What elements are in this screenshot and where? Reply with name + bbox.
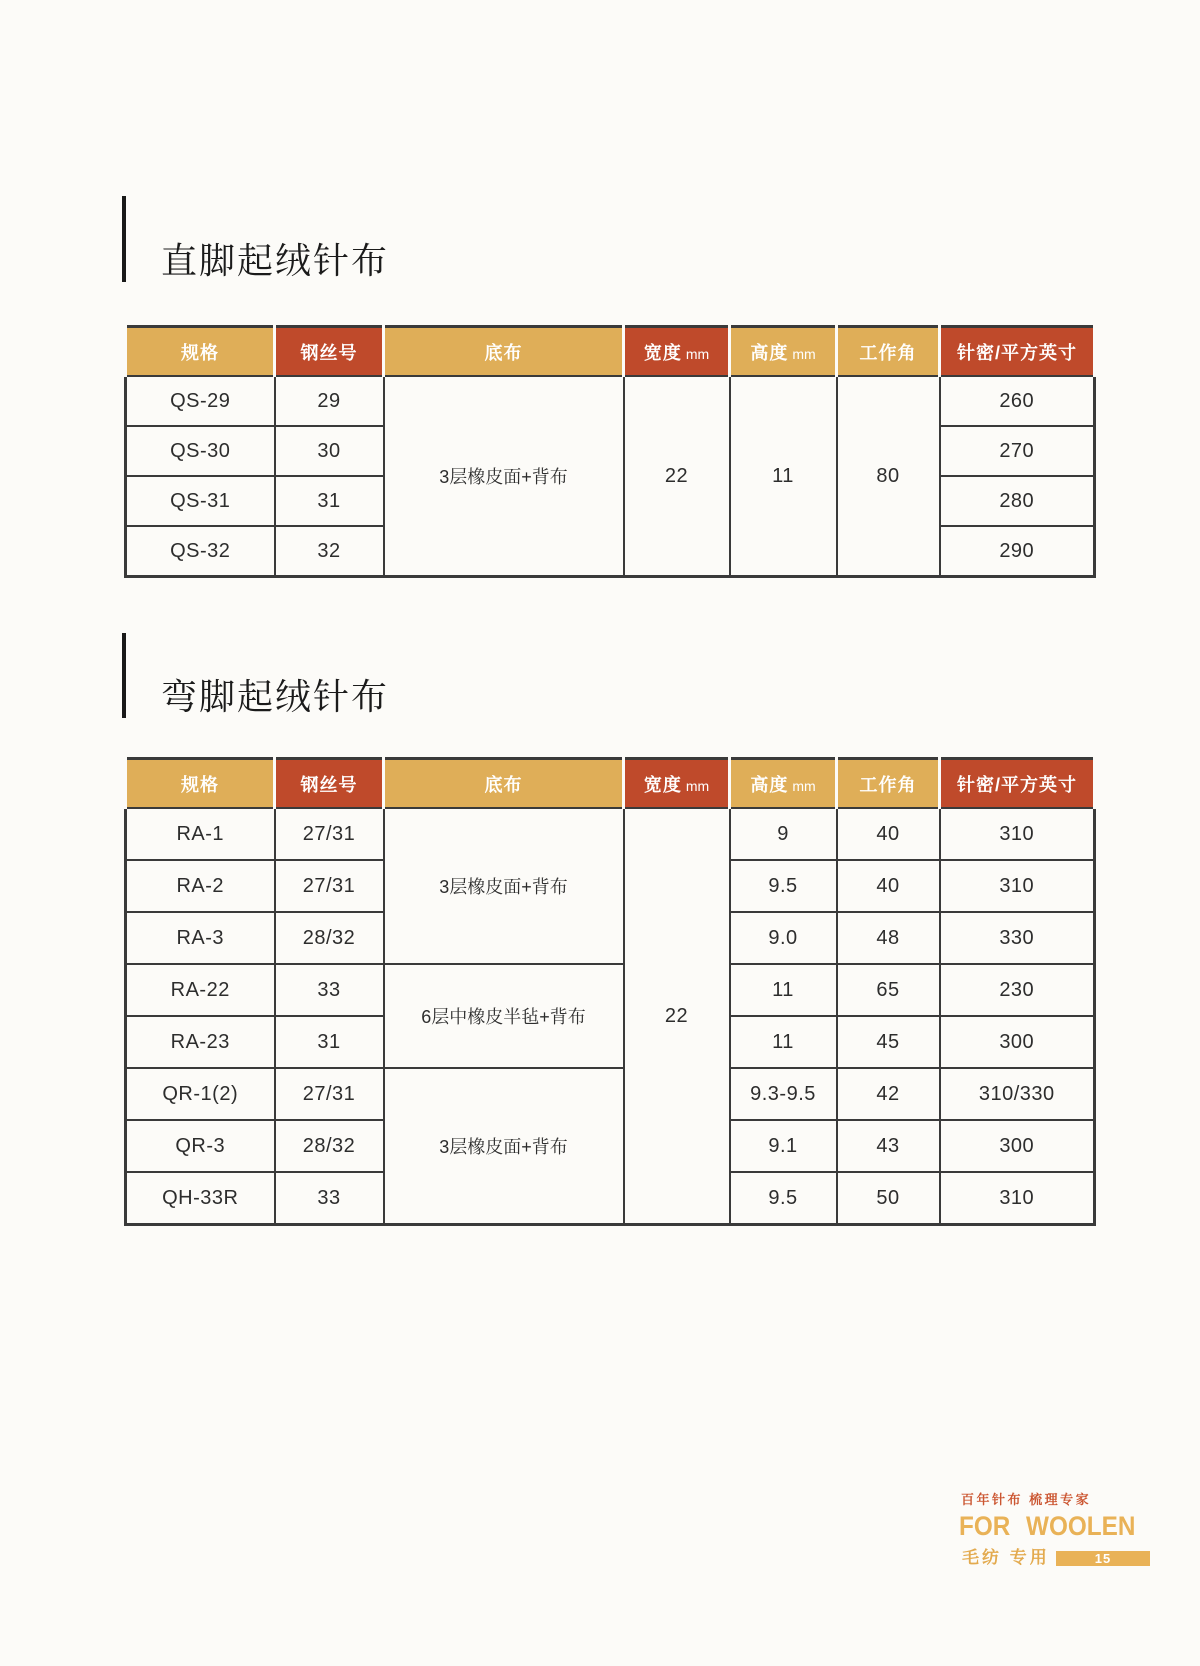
table-cell: 33 (275, 964, 384, 1016)
column-header (837, 759, 940, 809)
table-cell: 290 (940, 526, 1095, 577)
column-header-label: 规格 (181, 342, 219, 363)
table-cell: 43 (837, 1120, 940, 1172)
table-cell: 33 (275, 1172, 384, 1225)
table-cell: 32 (275, 526, 384, 577)
table-cell: 22 (624, 376, 730, 577)
column-header-label: 规格 (181, 774, 219, 795)
table-cell: 310/330 (940, 1068, 1095, 1120)
table-cell: 9.1 (730, 1120, 837, 1172)
column-header (940, 327, 1095, 377)
table-cell: QR-3 (126, 1120, 275, 1172)
table-cell: RA-2 (126, 860, 275, 912)
table-cell: RA-22 (126, 964, 275, 1016)
table-cell: 280 (940, 476, 1095, 526)
table-cell: 31 (275, 1016, 384, 1068)
table-cell: RA-3 (126, 912, 275, 964)
column-header (126, 327, 275, 377)
table-row (126, 808, 1095, 860)
column-header-unit: mm (685, 345, 710, 362)
table-cell: 27/31 (275, 808, 384, 860)
table-cell: QS-31 (126, 476, 275, 526)
table-cell: 260 (940, 376, 1095, 426)
table-cell: 9 (730, 808, 837, 860)
table-cell: RA-1 (126, 808, 275, 860)
title-accent-bar (122, 196, 126, 282)
table-cell: QH-33R (126, 1172, 275, 1225)
spec-table-straight (124, 325, 1096, 578)
table-cell: 3层橡皮面+背布 (384, 1068, 624, 1225)
column-header (940, 759, 1095, 809)
table-cell: 6层中橡皮半毡+背布 (384, 964, 624, 1068)
page-number-badge (1056, 1551, 1150, 1566)
table-cell: QS-32 (126, 526, 275, 577)
column-header-label: 宽度 (643, 774, 682, 795)
section-title-bent: 弯脚起绒针布 (161, 676, 390, 717)
footer-tagline: 百年针布 梳理专家 (961, 1492, 1092, 1507)
spec-table-bent (124, 757, 1096, 1226)
table-cell: 50 (837, 1172, 940, 1225)
column-header-label: 底布 (484, 774, 523, 795)
column-header-label: 钢丝号 (300, 342, 358, 363)
column-header (730, 327, 837, 377)
column-header-label: 高度 (750, 774, 789, 795)
column-header-label: 工作角 (859, 342, 917, 363)
column-header (126, 759, 275, 809)
column-header (730, 759, 837, 809)
column-header-unit: mm (792, 345, 816, 362)
column-header (624, 759, 730, 809)
table-row (126, 376, 1095, 426)
table-cell: 3层橡皮面+背布 (384, 376, 624, 577)
table-cell: 330 (940, 912, 1095, 964)
table-cell: 28/32 (275, 1120, 384, 1172)
table-cell: 9.3-9.5 (730, 1068, 837, 1120)
column-header (837, 327, 940, 377)
column-header-unit: mm (685, 777, 710, 794)
table-cell: 65 (837, 964, 940, 1016)
section-title-straight: 直脚起绒针布 (161, 240, 390, 281)
column-header-label: 钢丝号 (300, 774, 358, 795)
column-header (384, 327, 624, 377)
table-cell: 48 (837, 912, 940, 964)
table-cell: 11 (730, 376, 837, 577)
column-header-label: 高度 (750, 342, 789, 363)
table-cell: QS-29 (126, 376, 275, 426)
table-cell: 11 (730, 1016, 837, 1068)
column-header-label: 宽度 (643, 342, 682, 363)
table-cell: 230 (940, 964, 1095, 1016)
column-header (624, 327, 730, 377)
column-header-unit: mm (792, 777, 816, 794)
table-cell: 27/31 (275, 1068, 384, 1120)
title-accent-bar (122, 633, 126, 718)
table-cell: 40 (837, 860, 940, 912)
table-cell: QS-30 (126, 426, 275, 476)
table-cell: 310 (940, 1172, 1095, 1225)
table-row (126, 964, 1095, 1016)
table-cell: 9.5 (730, 1172, 837, 1225)
footer-brand: FOR WOOLEN (959, 1511, 1136, 1541)
table-cell: 29 (275, 376, 384, 426)
footer-category: 毛纺 专用 (962, 1548, 1050, 1567)
table-cell: 9.5 (730, 860, 837, 912)
column-header (384, 759, 624, 809)
table-cell: 27/31 (275, 860, 384, 912)
table-cell: 28/32 (275, 912, 384, 964)
table-row (126, 1068, 1095, 1120)
table-cell: 310 (940, 808, 1095, 860)
column-header-label: 针密/平方英寸 (956, 342, 1077, 363)
table-cell: 310 (940, 860, 1095, 912)
column-header-label: 工作角 (859, 774, 917, 795)
page-number: 15 (1094, 1551, 1112, 1566)
table-cell: 3层橡皮面+背布 (384, 808, 624, 964)
table-cell: 270 (940, 426, 1095, 476)
table-cell: 22 (624, 808, 730, 1225)
table-cell: 40 (837, 808, 940, 860)
column-header-label: 针密/平方英寸 (956, 774, 1077, 795)
table-cell: 80 (837, 376, 940, 577)
column-header (275, 327, 384, 377)
table-cell: 30 (275, 426, 384, 476)
table-cell: 300 (940, 1120, 1095, 1172)
table-cell: 300 (940, 1016, 1095, 1068)
column-header (275, 759, 384, 809)
table-cell: RA-23 (126, 1016, 275, 1068)
table-cell: 45 (837, 1016, 940, 1068)
column-header-label: 底布 (484, 342, 523, 363)
table-cell: 42 (837, 1068, 940, 1120)
table-cell: 9.0 (730, 912, 837, 964)
table-cell: QR-1(2) (126, 1068, 275, 1120)
table-cell: 31 (275, 476, 384, 526)
table-cell: 11 (730, 964, 837, 1016)
